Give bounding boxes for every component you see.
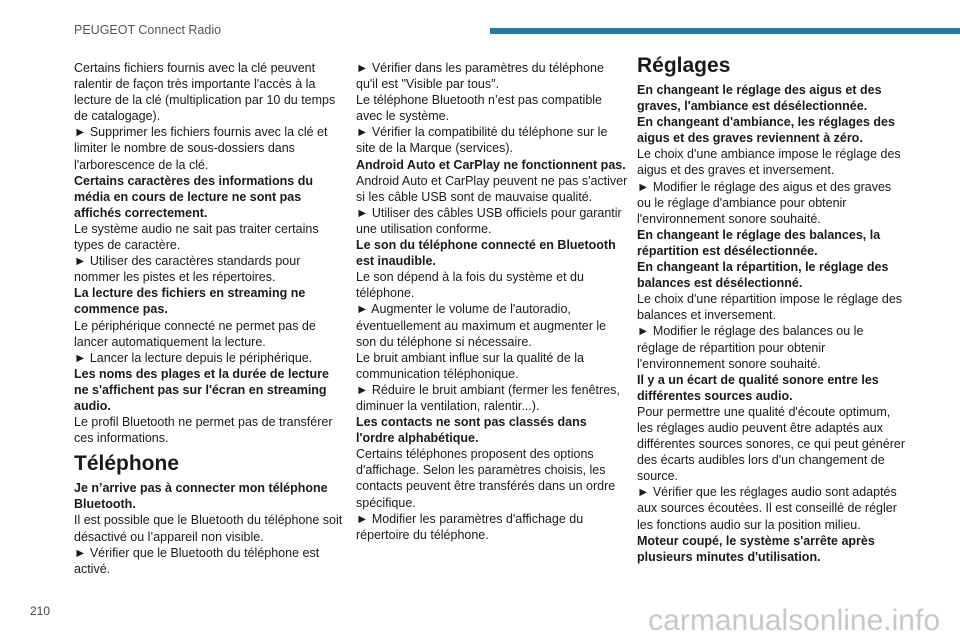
body-paragraph: Android Auto et CarPlay peuvent ne pas s'activer si les câble USB sont de mauvaise qualité. bbox=[356, 173, 628, 204]
body-paragraph: ► Modifier les paramètres d'affichage du répertoire du téléphone. bbox=[356, 511, 584, 542]
question-heading: En changeant le réglage des aigus et des graves, l'ambiance est désélectionnée. bbox=[637, 83, 882, 114]
body-paragraph: ► Vérifier que les réglages audio sont adaptés aux sources écoutées. Il est conseillé de régler les fonctions audio sur la position milieu. bbox=[637, 485, 897, 532]
question-heading: En changeant le réglage des balances, la répartition est désélectionnée. bbox=[637, 227, 881, 258]
running-header-title: PEUGEOT Connect Radio bbox=[74, 23, 222, 37]
question-heading: Certains caractères des informations du média en cours de lecture ne sont pas affichés correctement. bbox=[74, 173, 313, 220]
question-heading: En changeant la répartition, le réglage des balances est désélectionné. bbox=[637, 260, 889, 291]
section-heading: Téléphone bbox=[74, 452, 180, 476]
page-number: 210 bbox=[30, 604, 51, 618]
body-paragraph: ► Augmenter le volume de l'autoradio, éventuellement au maximum et augmenter le son du téléphone si nécessaire. bbox=[356, 302, 607, 349]
text-column-3 bbox=[637, 54, 907, 565]
section-heading: Réglages bbox=[637, 54, 731, 77]
question-heading: Android Auto et CarPlay ne fonctionnent pas. bbox=[356, 157, 626, 172]
text-column-2 bbox=[356, 60, 628, 543]
body-paragraph: Certains fichiers fournis avec la clé peuvent ralentir de façon très importante l'accès à la lecture de la clé (multiplication par 10 du temps de catalogage). bbox=[74, 61, 336, 124]
text-column-1 bbox=[74, 60, 344, 577]
body-paragraph: ► Modifier le réglage des aigus et des graves ou le réglage d'ambiance pour obtenir l'environnement sonore souhaité. bbox=[637, 179, 892, 226]
question-heading: Le son du téléphone connecté en Bluetooth est inaudible. bbox=[356, 238, 616, 269]
body-paragraph: ► Modifier le réglage des balances ou le réglage de répartition pour obtenir l'environnement sonore souhaité. bbox=[637, 324, 864, 371]
body-paragraph: Le bruit ambiant influe sur la qualité de la communication téléphonique. bbox=[356, 350, 584, 381]
body-paragraph: ► Vérifier la compatibilité du téléphone sur le site de la Marque (services). bbox=[356, 125, 608, 156]
body-paragraph: ► Vérifier dans les paramètres du téléphone qu'il est "Visible par tous". bbox=[356, 61, 604, 92]
header-accent-bar bbox=[490, 28, 960, 34]
body-paragraph: Le choix d'une répartition impose le réglage des balances et inversement. bbox=[637, 292, 903, 323]
body-paragraph: Le système audio ne sait pas traiter certains types de caractère. bbox=[74, 221, 319, 253]
body-paragraph: Il est possible que le Bluetooth du téléphone soit désactivé ou l’appareil non visible. bbox=[74, 513, 343, 544]
question-heading: Il y a un écart de qualité sonore entre les différentes sources audio. bbox=[637, 372, 879, 403]
question-heading: Les contacts ne sont pas classés dans l'ordre alphabétique. bbox=[356, 415, 587, 446]
question-heading: La lecture des fichiers en streaming ne commence pas. bbox=[74, 286, 306, 317]
question-heading: En changeant d'ambiance, les réglages des aigus et des graves reviennent à zéro. bbox=[637, 115, 895, 146]
body-paragraph: ► Vérifier que le Bluetooth du téléphone est activé. bbox=[74, 545, 320, 576]
body-paragraph: Le choix d'une ambiance impose le réglage des aigus et des graves et inversement. bbox=[637, 147, 901, 178]
body-paragraph: Le profil Bluetooth ne permet pas de transférer ces informations. bbox=[74, 415, 333, 446]
question-heading: Moteur coupé, le système s'arrête après plusieurs minutes d'utilisation. bbox=[637, 533, 875, 564]
body-paragraph: ► Utiliser des câbles USB officiels pour garantir une utilisation conforme. bbox=[356, 205, 622, 236]
question-heading: Les noms des plages et la durée de lecture ne s'affichent pas sur l'écran en streaming audio. bbox=[74, 366, 329, 413]
body-paragraph: ► Lancer la lecture depuis le périphérique. bbox=[74, 350, 313, 365]
question-heading: Je n’arrive pas à connecter mon téléphone Bluetooth. bbox=[74, 481, 328, 512]
body-paragraph: Le téléphone Bluetooth n’est pas compatible avec le système. bbox=[356, 93, 603, 124]
body-paragraph: Le son dépend à la fois du système et du téléphone. bbox=[356, 270, 584, 301]
watermark: carmanualsonline.info bbox=[648, 604, 940, 637]
body-paragraph: Le périphérique connecté ne permet pas de lancer automatiquement la lecture. bbox=[74, 318, 316, 349]
body-paragraph: Certains téléphones proposent des options d'affichage. Selon les paramètres choisis, les contacts peuvent être transférés dans un ordre spécifique. bbox=[356, 447, 616, 510]
body-paragraph: ► Réduire le bruit ambiant (fermer les fenêtres, diminuer la ventilation, ralentir...). bbox=[356, 382, 620, 413]
body-paragraph: ► Utiliser des caractères standards pour nommer les pistes et les répertoires. bbox=[74, 254, 301, 285]
body-paragraph: Pour permettre une qualité d'écoute optimum, les réglages audio peuvent être adaptés aux différentes sources sonores, ce qui peut générer des écarts audibles lors d'un changement de source. bbox=[637, 404, 905, 484]
body-paragraph: ► Supprimer les fichiers fournis avec la clé et limiter le nombre de sous-dossiers dans l'arborescence de la clé. bbox=[74, 125, 328, 172]
